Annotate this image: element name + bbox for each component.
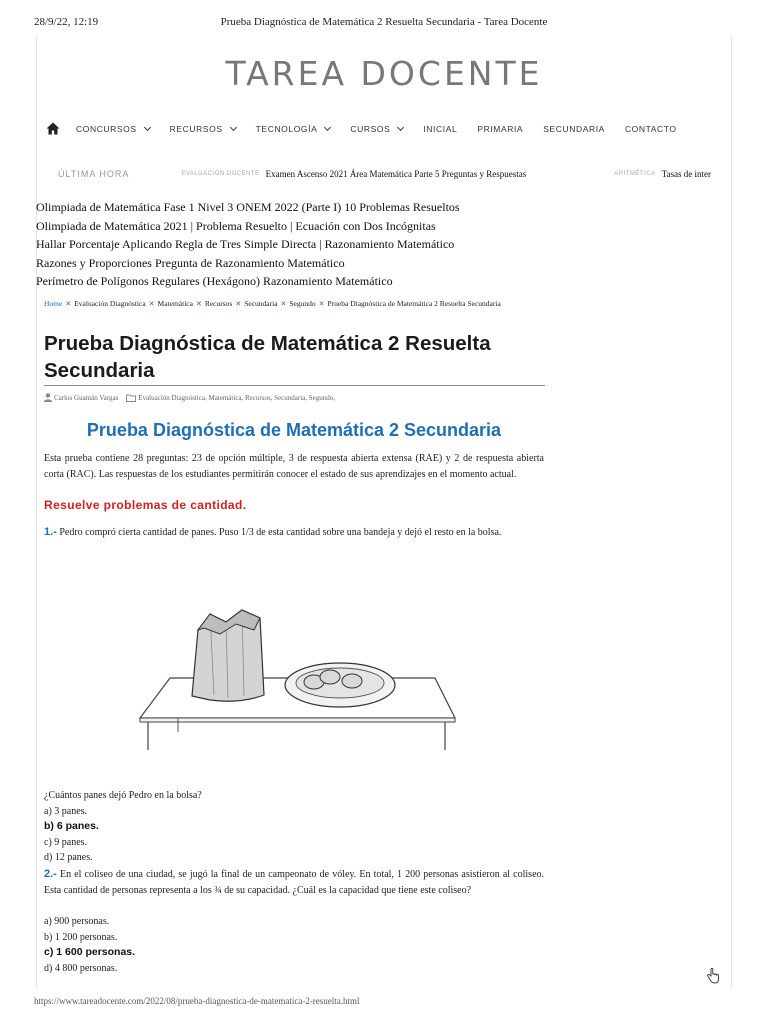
answer-option-correct: b) 6 panes. xyxy=(44,820,99,832)
breadcrumb-separator-icon: ✕ xyxy=(235,300,242,308)
nav-item-concursos[interactable]: CONCURSOS xyxy=(76,124,150,134)
question-number: 2.- xyxy=(44,868,57,880)
question-2-options xyxy=(44,914,135,976)
title-divider xyxy=(44,385,545,386)
ticker-headline[interactable]: Examen Ascenso 2021 Área Matemática Parte 5 Preguntas y Respuestas xyxy=(265,169,527,179)
user-icon xyxy=(44,393,52,402)
breadcrumb-item[interactable]: Recursos xyxy=(204,299,233,308)
chevron-down-icon xyxy=(324,124,331,131)
print-datetime: 28/9/22, 12:19 xyxy=(34,16,99,28)
question-1 xyxy=(44,524,544,541)
section-heading: Resuelve problemas de cantidad. xyxy=(44,498,247,512)
ticker-category[interactable]: ARITMÉTICA xyxy=(614,171,656,177)
main-navigation xyxy=(40,116,730,142)
nav-item-cursos[interactable]: CURSOS xyxy=(350,124,403,134)
breadcrumb-separator-icon: ✕ xyxy=(65,300,72,308)
answer-option: b) 1 200 personas. xyxy=(44,931,118,943)
related-link[interactable]: Olimpiada de Matemática Fase 1 Nivel 3 ONEM 2022 (Parte I) 10 Problemas Resueltos xyxy=(36,200,460,214)
nav-item-inicial[interactable]: INICIAL xyxy=(423,124,458,134)
chevron-down-icon xyxy=(144,124,151,131)
post-title: Prueba Diagnóstica de Matemática 2 Resuelta Secundaria xyxy=(44,332,491,382)
post-author[interactable]: Carlos Guamán Vargas xyxy=(54,393,119,402)
nav-item-primaria[interactable]: PRIMARIA xyxy=(477,124,524,134)
breadcrumb-item[interactable]: Matemática xyxy=(157,299,193,308)
question-1-options xyxy=(44,788,202,866)
related-link[interactable]: Hallar Porcentaje Aplicando Regla de Tres Simple Directa | Razonamiento Matemático xyxy=(36,237,455,251)
print-footer-url: https://www.tareadocente.com/2022/08/prueba-diagnostica-de-matematica-2-resuelta.html xyxy=(34,996,360,1006)
bread-bag-and-tray-illustration xyxy=(130,600,460,750)
answer-option: d) 4 800 personas. xyxy=(44,962,118,974)
breadcrumb-current: Prueba Diagnóstica de Matemática 2 Resuelta Secundaria xyxy=(327,299,501,308)
chevron-down-icon xyxy=(397,124,404,131)
question-text: En el coliseo de una ciudad, se jugó la final de un campeonato de vóley. En total, 1 200 personas asistieron al coliseo. Esta cantidad de personas representa a los ¾ de su capacidad. ¿Cuál es la capacidad que tiene este coliseo? xyxy=(44,869,545,896)
answer-option: a) 900 personas. xyxy=(44,916,110,927)
breadcrumb xyxy=(44,297,544,311)
nav-item-tecnologia[interactable]: TECNOLOGÍA xyxy=(256,124,331,134)
related-links-list xyxy=(36,198,460,291)
breadcrumb-separator-icon: ✕ xyxy=(195,300,202,308)
related-link[interactable]: Olimpiada de Matemática 2021 | Problema Resuelto | Ecuación con Dos Incógnitas xyxy=(36,218,436,233)
print-header xyxy=(34,16,734,30)
hand-pointer-icon[interactable] xyxy=(706,968,720,984)
print-doc-title: Prueba Diagnóstica de Matemática 2 Resuelta Secundaria - Tarea Docente xyxy=(220,16,548,28)
related-link[interactable]: Razones y Proporciones Pregunta de Razonamiento Matemático xyxy=(36,255,345,270)
question-2 xyxy=(44,866,544,899)
ticker-category[interactable]: EVALUACIÓN DOCENTE xyxy=(181,171,260,177)
breadcrumb-separator-icon: ✕ xyxy=(318,300,325,308)
answer-option: c) 9 panes. xyxy=(44,836,88,848)
breadcrumb-item[interactable]: Segundo xyxy=(289,299,316,308)
answer-option: d) 12 panes. xyxy=(44,852,93,863)
ticker-label: ÚLTIMA HORA xyxy=(58,169,130,179)
breadcrumb-separator-icon: ✕ xyxy=(280,300,287,308)
nav-item-secundaria[interactable]: SECUNDARIA xyxy=(543,124,605,134)
question-number: 1.- xyxy=(44,526,57,538)
nav-item-contacto[interactable]: CONTACTO xyxy=(624,124,677,134)
answer-option: a) 3 panes. xyxy=(44,805,88,817)
home-icon[interactable] xyxy=(46,122,60,136)
question-prompt: ¿Cuántos panes dejó Pedro en la bolsa? xyxy=(44,790,202,801)
chevron-down-icon xyxy=(230,124,237,131)
post-meta xyxy=(44,393,335,402)
breadcrumb-separator-icon: ✕ xyxy=(148,300,155,308)
news-ticker xyxy=(40,164,730,184)
post-labels[interactable]: Evaluación Diagnóstica, Matemática, Recursos, Secundaria, Segundo, xyxy=(138,393,336,402)
site-logo[interactable]: TAREA DOCENTE xyxy=(225,54,543,93)
folder-icon xyxy=(126,394,136,402)
breadcrumb-item[interactable]: Secundaria xyxy=(244,299,278,308)
breadcrumb-item[interactable]: Evaluación Diagnóstica xyxy=(74,299,146,308)
related-link[interactable]: Perímetro de Polígonos Regulares (Hexágono) Razonamiento Matemático xyxy=(36,274,393,288)
question-text: Pedro compró cierta cantidad de panes. Puso 1/3 de esta cantidad sobre una bandeja y dejó el resto en la bolsa. xyxy=(59,527,502,538)
answer-option-correct: c) 1 600 personas. xyxy=(44,946,136,958)
post-subtitle: Prueba Diagnóstica de Matemática 2 Secundaria xyxy=(86,420,502,440)
ticker-headline[interactable]: Tasas de inter xyxy=(661,169,711,179)
nav-item-recursos[interactable]: RECURSOS xyxy=(170,124,236,134)
post-intro: Esta prueba contiene 28 preguntas: 23 de opción múltiple, 3 de respuesta abierta extensa (RAE) y 2 de respuesta abierta corta (RAC). Las respuestas de los estudiantes permitirán conocer el estado de sus aprendizajes en el momento actual. xyxy=(44,453,544,480)
breadcrumb-home[interactable]: Home xyxy=(44,299,63,308)
